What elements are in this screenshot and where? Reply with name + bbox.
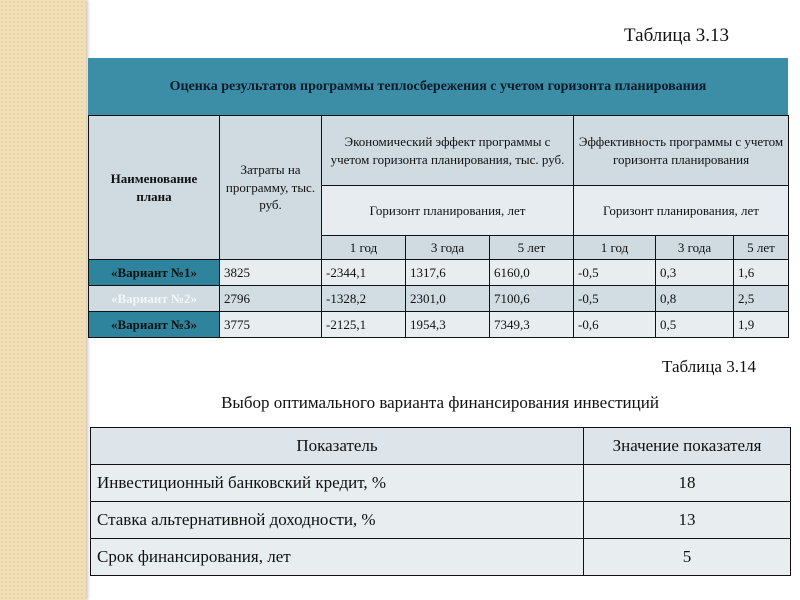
cell-value: -0,5	[574, 260, 656, 286]
header-year: 3 года	[406, 236, 490, 260]
table-row	[91, 539, 791, 576]
cell-costs: 3825	[220, 260, 322, 286]
cell-value: 18	[584, 465, 791, 502]
decorative-side-strip	[0, 0, 86, 600]
table-row	[89, 260, 789, 286]
row-label: «Вариант №1»	[89, 260, 220, 286]
header-year: 3 года	[656, 236, 734, 260]
row-label: «Вариант №2»	[89, 286, 220, 312]
header-plan-name: Наименование плана	[89, 116, 220, 260]
cell-value: 6160,0	[490, 260, 574, 286]
cell-value: -2344,1	[322, 260, 406, 286]
cell-indicator: Инвестиционный банковский кредит, %	[91, 465, 584, 502]
cell-value: 5	[584, 539, 791, 576]
table-row	[89, 312, 789, 338]
header-year: 5 лет	[734, 236, 789, 260]
cell-value: 1317,6	[406, 260, 490, 286]
cell-costs: 2796	[220, 286, 322, 312]
header-indicator: Показатель	[91, 428, 584, 465]
cell-indicator: Срок финансирования, лет	[91, 539, 584, 576]
cell-value: 7349,3	[490, 312, 574, 338]
table-3-13-title: Оценка результатов программы теплосбережения с учетом горизонта планирования	[88, 58, 788, 115]
cell-value: 1,9	[734, 312, 789, 338]
table-3-14	[90, 427, 791, 576]
cell-value: 0,3	[656, 260, 734, 286]
table-row	[89, 286, 789, 312]
header-costs: Затраты на программу, тыс. руб.	[220, 116, 322, 260]
cell-value: -0,5	[574, 286, 656, 312]
row-label: «Вариант №3»	[89, 312, 220, 338]
cell-value: 2301,0	[406, 286, 490, 312]
cell-value: 1954,3	[406, 312, 490, 338]
header-efficiency: Эффективность программы с учетом горизонта планирования	[574, 116, 789, 186]
cell-indicator: Ставка альтернативной доходности, %	[91, 502, 584, 539]
table-3-13-caption: Таблица 3.13	[624, 25, 730, 46]
header-horizon-econ: Горизонт планирования, лет	[322, 186, 574, 236]
table-3-14-caption: Таблица 3.14	[662, 357, 756, 376]
header-year: 1 год	[322, 236, 406, 260]
cell-value: -0,6	[574, 312, 656, 338]
cell-value: 0,5	[656, 312, 734, 338]
header-year: 1 год	[574, 236, 656, 260]
table-row	[91, 502, 791, 539]
header-value: Значение показателя	[584, 428, 791, 465]
table-3-13	[88, 58, 788, 338]
cell-value: 13	[584, 502, 791, 539]
header-year: 5 лет	[490, 236, 574, 260]
table-row	[91, 465, 791, 502]
cell-value: -2125,1	[322, 312, 406, 338]
table-3-14-title: Выбор оптимального варианта финансирования инвестиций	[221, 393, 659, 412]
cell-value: 0,8	[656, 286, 734, 312]
cell-value: 7100,6	[490, 286, 574, 312]
cell-value: -1328,2	[322, 286, 406, 312]
cell-value: 1,6	[734, 260, 789, 286]
header-horizon-eff: Горизонт планирования, лет	[574, 186, 789, 236]
cell-value: 2,5	[734, 286, 789, 312]
cell-costs: 3775	[220, 312, 322, 338]
header-economic-effect: Экономический эффект программы с учетом горизонта планирования, тыс. руб.	[322, 116, 574, 186]
